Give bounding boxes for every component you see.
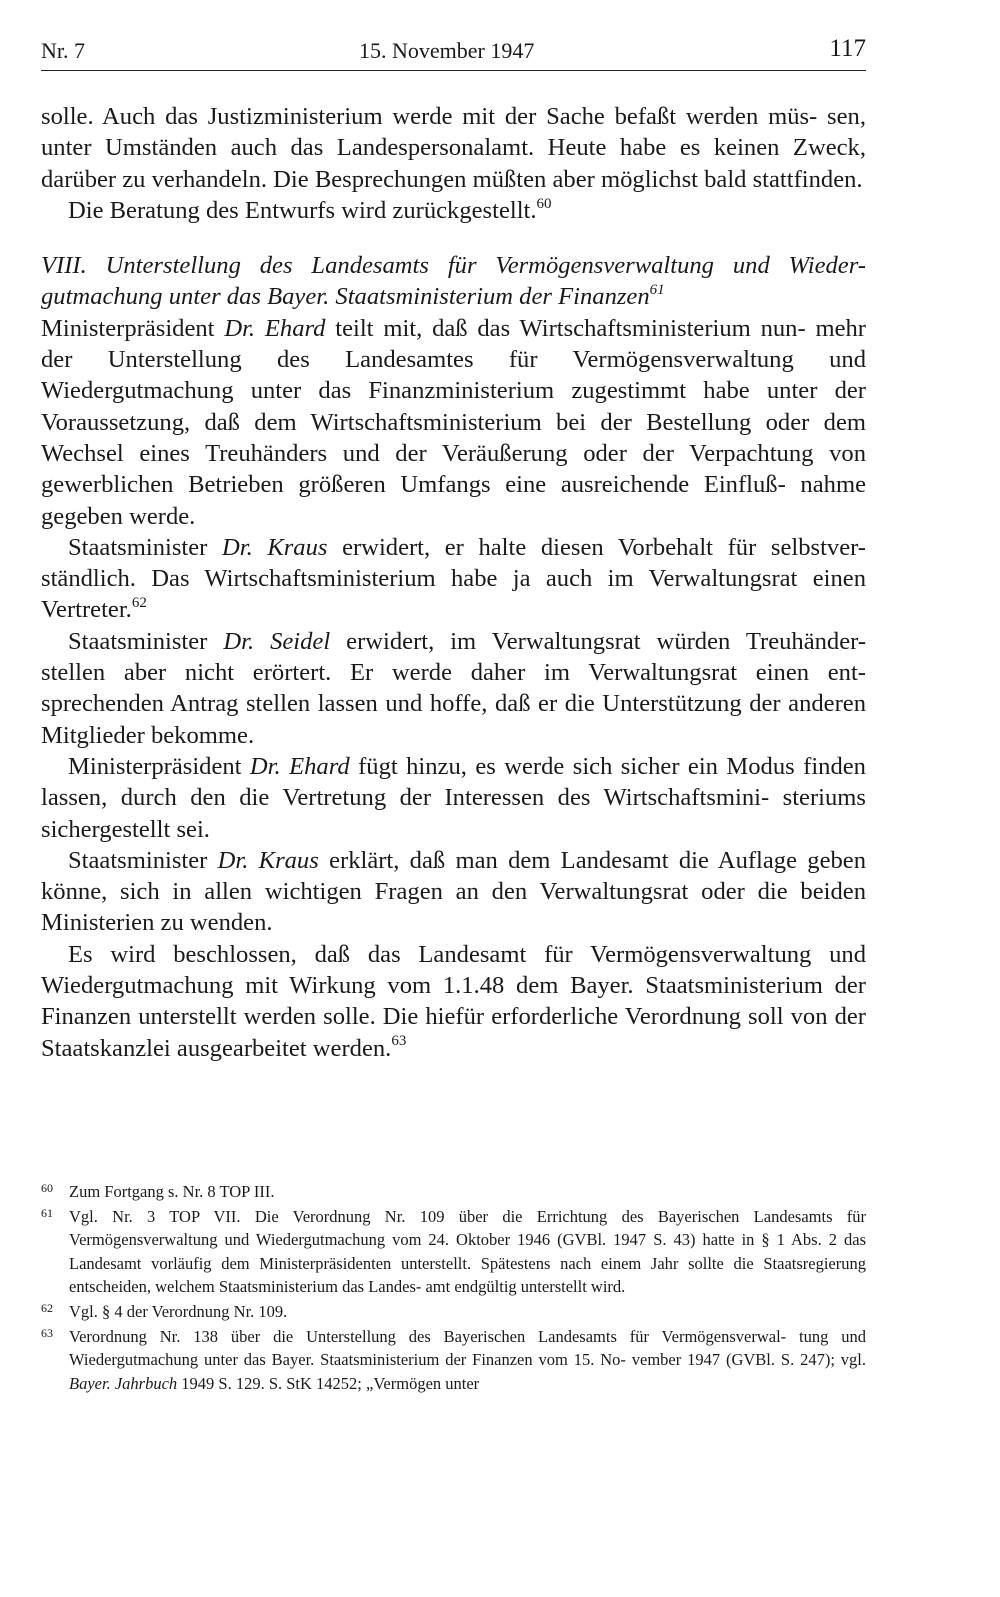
footnote-60 <box>41 1180 866 1204</box>
paragraph-8: Es wird beschlossen, daß das Landesamt für Vermögensverwaltung und Wiedergutmachung mit Wirkung vom 1.1.48 dem Bayer. Staatsministerium der Finanzen unterstellt werden solle. Die hiefür erforderliche Verordnung soll von der Staatskanzlei ausgearbeitet werden.$^{63}$ <box>41 940 866 1062</box>
footnote-number: 60 <box>41 1181 53 1195</box>
header-rule <box>41 70 866 71</box>
section-heading: VIII. Unterstellung des Landesamts für Vermögensverwaltung und Wieder- gutmachung unter das Bayer. Staatsministerium der Finanzen$^{61}$ <box>41 252 866 311</box>
speaker-name: Dr. Kraus <box>217 846 319 874</box>
paragraph-4: Staatsminister Dr. Kraus erwidert, er halte diesen Vorbehalt für selbstver- ständlich. Das Wirtschaftsministerium habe ja auch im Verwaltungsrat einen Vertreter.$^{62}$ <box>41 533 867 624</box>
footnote-text: Zum Fortgang s. Nr. 8 TOP III. <box>69 1182 275 1201</box>
footnote-ref-62: 62 <box>131 595 147 612</box>
footnote-ref-61: 61 <box>649 282 665 299</box>
footnote-number: 62 <box>41 1300 53 1315</box>
footnote-number: 63 <box>41 1325 53 1340</box>
page-number: 117 <box>829 35 866 62</box>
footnote-text: Vgl. Nr. 3 TOP VII. Die Verordnung Nr. 109 über die Errichtung des Bayerischen Landesamts für Vermögensverwaltung und Wiedergutmachung vom 24. Oktober 1946 (GVBl. 1947 S. 43) hatte in § 1 Abs. 2 das Landesamt vorläufig dem Ministerpräsidenten unterstellt. Spätestens nach einem Jahr sollte die Staatsregierung entscheiden, welchem Staatsministerium das Landes- amt endgültig unterstellt wird. <box>69 1206 866 1297</box>
footnote-63: 63 Verordnung Nr. 138 über die Unterstellung des Bayerischen Landesamts für Vermögensverwal- tung und Wiedergutmachung unter das Bayer. Staatsministerium der Finanzen vom 15. No- vember 1947 (GVBl. S. 247); vgl. Bayer. Jahrbuch 1949 S. 129. S. StK 14252; „Vermögen unter <box>41 1325 866 1396</box>
header-date: 15. November 1947 <box>359 38 535 63</box>
speaker-name: Dr. Ehard <box>249 752 350 780</box>
paragraph-7: Staatsminister Dr. Kraus erklärt, daß man dem Landesamt die Auflage geben könne, sich in allen wichtigen Fragen an den Verwaltungsrat oder die beiden Ministerien zu wenden. <box>41 846 867 937</box>
paragraph-2: Die Beratung des Entwurfs wird zurückgestellt.$^{60}$ <box>68 195 552 224</box>
paragraph-5: Staatsminister Dr. Seidel erwidert, im Verwaltungsrat würden Treuhänder- stellen aber nicht erörtert. Er werde daher im Verwaltungsrat einen ent- sprechenden Antrag stellen lassen und hoffe, daß er die Unterstützung der anderen Mitglieder bekomme. <box>41 627 867 749</box>
footnote-text: Verordnung Nr. 138 über die Unterstellung des Bayerischen Landesamts für Vermögensverwal- tung und Wiedergutmachung unter das Bayer. Staatsministerium der Finanzen vom 15. No- vember 1947 (GVBl. S. 247); vgl. <box>69 1326 866 1370</box>
footnote-number: 61 <box>41 1205 53 1220</box>
footnotes <box>41 1180 866 1396</box>
main-text <box>41 101 866 1064</box>
footnote-text: Vgl. § 4 der Verordnung Nr. 109. <box>69 1301 288 1321</box>
footnote-ref-60: 60 <box>536 195 552 212</box>
footnote-61 <box>41 1205 866 1299</box>
issue-number: Nr. 7 <box>41 38 85 63</box>
speaker-name: Dr. Kraus <box>221 533 328 561</box>
footnote-62 <box>41 1300 866 1324</box>
paragraph-6: Ministerpräsident Dr. Ehard fügt hinzu, es werde sich sicher ein Modus finden lassen, durch den die Vertretung der Interessen des Wirtschaftsmini- steriums sichergestellt sei. <box>41 752 866 843</box>
paragraph-3: Ministerpräsident Dr. Ehard teilt mit, daß das Wirtschaftsministerium nun- mehr der Unterstellung des Landesamtes für Vermögensverwaltung und Wiedergutmachung unter das Finanzministerium zugestimmt habe unter der Voraussetzung, daß dem Wirtschaftsministerium bei der Bestellung oder dem Wechsel eines Treuhänders und der Veräußerung oder der Verpachtung von gewerblichen Betrieben größeren Umfangs eine ausreichende Einfluß- nahme gegeben werde. <box>41 314 866 530</box>
speaker-name: Dr. Ehard <box>224 314 326 342</box>
footnote-title: Bayer. Jahrbuch <box>69 1373 178 1393</box>
paragraph-1: solle. Auch das Justizministerium werde mit der Sache befaßt werden müs- sen, unter Umständen auch das Landespersonalamt. Heute habe es keinen Zweck, darüber zu verhandeln. Die Besprechungen müßten aber möglichst bald stattfinden. <box>41 103 866 193</box>
footnote-ref-63: 63 <box>391 1033 407 1050</box>
running-header <box>41 34 866 72</box>
speaker-name: Dr. Seidel <box>223 627 331 655</box>
